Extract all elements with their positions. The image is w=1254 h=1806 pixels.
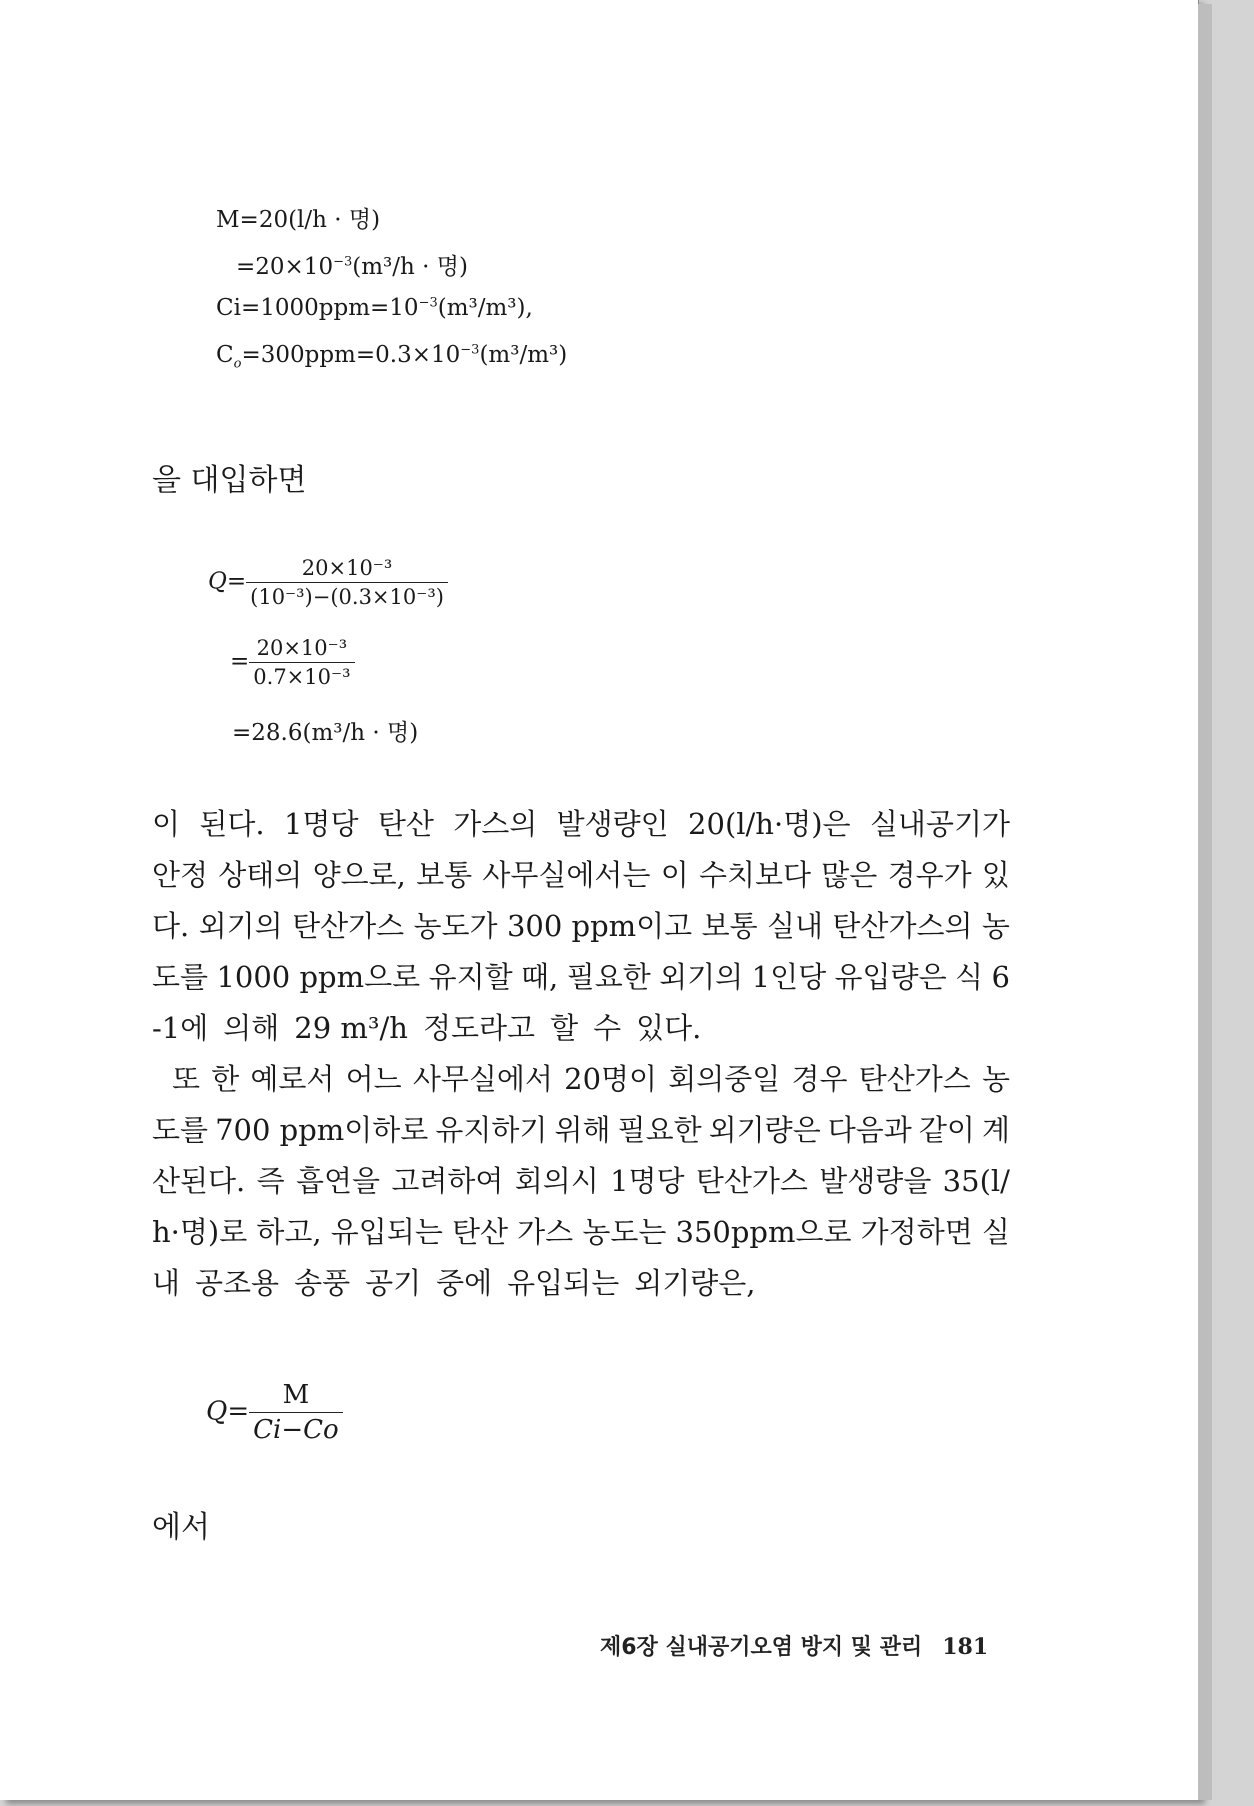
- word: 정도라고: [423, 1011, 536, 1045]
- equation-m-text: M=20(l/h · 명): [216, 207, 381, 233]
- word: 발생량을: [819, 1164, 932, 1198]
- word: 흡연을: [295, 1164, 380, 1198]
- word: 유입되는: [330, 1215, 443, 1249]
- calc-line-2: [230, 636, 355, 689]
- word: 다.: [152, 909, 190, 943]
- page-number: 181: [942, 1634, 989, 1660]
- equation-m-2-unit: (m³/h · 명): [352, 254, 468, 280]
- formula-q-symbol: Q=: [206, 1396, 250, 1427]
- paragraph-1: [152, 799, 1010, 1054]
- word: -1에: [152, 1011, 209, 1045]
- calc-line-1: [208, 556, 448, 609]
- calc-fraction-1: [246, 556, 448, 609]
- formula-q: [206, 1380, 343, 1445]
- word: 탄산가스: [695, 1164, 808, 1198]
- word: 가스의: [453, 807, 538, 841]
- word: 도를: [152, 1113, 209, 1147]
- word: 중에: [436, 1266, 493, 1300]
- calc-result: =28.6(m³/h · 명): [232, 720, 419, 746]
- word: 예로서: [250, 1062, 335, 1096]
- where-text: 에서: [152, 1510, 210, 1545]
- word: 고려하여: [391, 1164, 504, 1198]
- word: h·명)로: [152, 1215, 248, 1249]
- word: 보통: [416, 858, 473, 892]
- word: 농: [981, 1062, 1010, 1096]
- calc-fraction-1-denominator: (10⁻³)−(0.3×10⁻³): [246, 582, 448, 609]
- equation-co: [216, 342, 567, 372]
- text-line: [152, 1054, 1010, 1105]
- word: 공조용: [195, 1266, 280, 1300]
- equation-ci: [216, 295, 533, 321]
- equation-co-symbol: C: [216, 342, 234, 368]
- word: 가정하면: [860, 1215, 973, 1249]
- word: 필요한: [617, 1113, 702, 1147]
- word: 필요한: [566, 960, 651, 994]
- word: 가스: [517, 1215, 574, 1249]
- word: 농도가: [413, 909, 498, 943]
- word: 수: [593, 1011, 622, 1045]
- word: 도를: [152, 960, 209, 994]
- word: 탄산: [377, 807, 434, 841]
- word: 농도는: [582, 1215, 667, 1249]
- equation-ci-exponent: −3: [418, 295, 438, 311]
- word: 탄산가스의: [832, 909, 973, 943]
- text-line: [152, 952, 1010, 1003]
- equation-co-base: =300ppm=0.3×10: [241, 342, 461, 368]
- word: 수치보다: [698, 858, 812, 892]
- equation-m-2-exponent: −3: [333, 254, 353, 270]
- word: 양으로,: [312, 858, 406, 892]
- word: 된다.: [199, 807, 265, 841]
- formula-denominator: Ci−Co: [249, 1412, 343, 1445]
- word: 송풍: [294, 1266, 351, 1300]
- word: 6: [991, 960, 1010, 994]
- word: 실: [981, 1215, 1010, 1249]
- word: 상태의: [218, 858, 303, 892]
- page-edge: [1198, 4, 1212, 1800]
- word: 유입량은: [834, 960, 947, 994]
- word: 할: [550, 1011, 579, 1045]
- word: 보통: [701, 909, 758, 943]
- word: 외기의: [198, 909, 283, 943]
- word: 즉: [256, 1164, 285, 1198]
- word: 같이: [918, 1113, 975, 1147]
- page-footer: [600, 1630, 988, 1661]
- word: 경우가: [887, 858, 972, 892]
- word: 유입되는: [507, 1266, 620, 1300]
- calc-fraction-2-numerator: 20×10⁻³: [256, 636, 348, 660]
- word: 29 m³/h: [294, 1011, 408, 1045]
- word: 농: [981, 909, 1010, 943]
- calc-fraction-2: [249, 636, 354, 689]
- calc-fraction-1-numerator: 20×10⁻³: [301, 556, 393, 580]
- word: 사무실에서는: [482, 858, 651, 892]
- equation-co-subscript: o: [233, 356, 242, 372]
- word: 실내공기가: [869, 807, 1010, 841]
- word: 실내: [767, 909, 824, 943]
- word: 하고,: [256, 1215, 322, 1249]
- word: 회의시: [514, 1164, 599, 1198]
- word: 이: [660, 858, 689, 892]
- paragraph-2: [152, 1054, 1010, 1309]
- word: 어느: [345, 1062, 402, 1096]
- word: 700 ppm이하로: [215, 1113, 429, 1147]
- equation-ci-base: Ci=1000ppm=10: [216, 295, 419, 321]
- word: 1000 ppm으로: [216, 960, 421, 994]
- word: 회의중일: [668, 1062, 781, 1096]
- equation-m: [216, 201, 380, 234]
- text-line: [152, 1258, 1010, 1309]
- word: 20명이: [564, 1062, 658, 1096]
- word: 사무실에서: [412, 1062, 553, 1096]
- text-line: [152, 901, 1010, 952]
- word: 때,: [521, 960, 559, 994]
- word: 탄산가스: [858, 1062, 971, 1096]
- word: 외기의: [659, 960, 744, 994]
- chapter-title: 제6장 실내공기오염 방지 및 관리: [600, 1635, 923, 1660]
- word: 많은: [821, 858, 878, 892]
- formula-fraction: [249, 1380, 343, 1445]
- substitute-text: 을 대입하면: [152, 463, 307, 498]
- word: 의해: [223, 1011, 280, 1045]
- word: 외기량은: [708, 1113, 821, 1147]
- word: 한: [211, 1062, 240, 1096]
- word: 외기량은,: [634, 1266, 756, 1300]
- equation-m-2: [236, 248, 468, 281]
- text-line: [152, 1207, 1010, 1258]
- calc-fraction-2-denominator: 0.7×10⁻³: [249, 662, 354, 689]
- word: 발생량인: [556, 807, 669, 841]
- word: 안정: [152, 858, 209, 892]
- equation-co-exponent: −3: [460, 342, 480, 358]
- word: 이: [152, 807, 181, 841]
- equation-m-2-base: =20×10: [236, 254, 334, 280]
- word: 유지할: [428, 960, 513, 994]
- text-line: [152, 1105, 1010, 1156]
- text-line: [152, 850, 1010, 901]
- word: 다음과: [827, 1113, 912, 1147]
- word: 1명당: [610, 1164, 685, 1198]
- word: 1명당: [283, 807, 359, 841]
- equation-ci-unit: (m³/m³),: [437, 295, 533, 321]
- formula-numerator: M: [282, 1380, 310, 1410]
- text-line: [152, 1156, 1010, 1207]
- word: 20(l/h·명)은: [688, 807, 851, 841]
- word: 위해: [554, 1113, 611, 1147]
- word: 탄산가스: [292, 909, 405, 943]
- equation-co-unit: (m³/m³): [479, 342, 568, 368]
- word: 공기: [365, 1266, 422, 1300]
- word: 유지하기: [435, 1113, 548, 1147]
- word: 300 ppm이고: [506, 909, 693, 943]
- word: 1인당: [751, 960, 827, 994]
- calc-equals: =: [230, 648, 250, 675]
- word: 산된다.: [152, 1164, 246, 1198]
- word: 계: [981, 1113, 1010, 1147]
- calc-q-symbol: Q=: [208, 568, 247, 595]
- word: 350ppm으로: [675, 1215, 852, 1249]
- word: 탄산: [451, 1215, 509, 1249]
- text-line: [152, 799, 1010, 850]
- word: 내: [152, 1266, 181, 1300]
- word: 식: [955, 960, 984, 994]
- word: 있: [981, 858, 1010, 892]
- word: 경우: [791, 1062, 848, 1096]
- word: 또: [172, 1062, 201, 1096]
- word: 35(l/: [942, 1164, 1010, 1198]
- text-line: [152, 1003, 1010, 1054]
- word: 있다.: [636, 1011, 702, 1045]
